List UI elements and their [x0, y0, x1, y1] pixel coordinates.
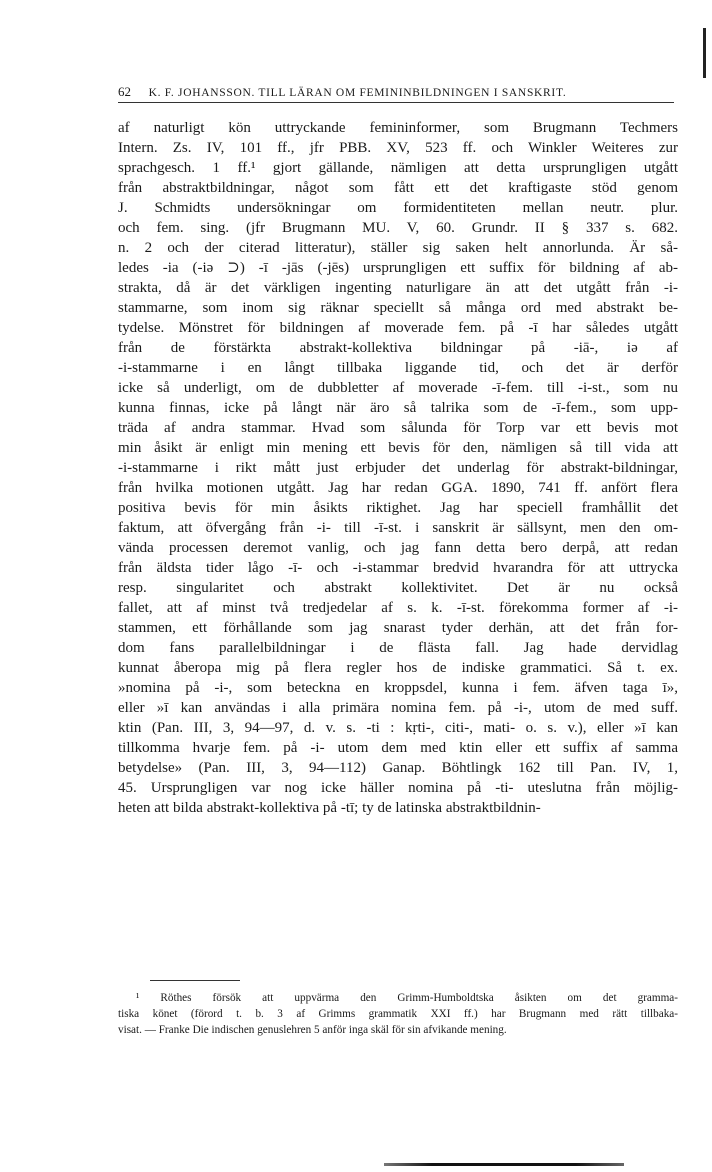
text-line: dom fans parallelbildningar i de flästa fall. Jag hade dervidlag [118, 640, 678, 656]
text-line: kunnat åberopa mig på flera regler hos de indiske grammatici. Så t. ex. [118, 660, 678, 676]
text-line: heten att bilda abstrakt-kollektiva på -tī; ty de latinska abstraktbildnin- [118, 800, 541, 816]
text-line: tydelse. Mönstret för bildningen af moverade fem. på -ī har således utgått [118, 320, 678, 336]
text-line: positiva bevis för min åsikts riktighet. Jag har speciell framhållit det [118, 500, 678, 516]
text-line: ktin (Pan. III, 3, 94—97, d. v. s. -ti : kṛti-, citi-, mati- o. s. v.), eller »ī kan [118, 720, 678, 736]
text-line: stammen, ett förhållande som jag snarast tyder derhän, att det från for- [118, 620, 678, 636]
text-line: sprachgesch. 1 ff.¹ gjort gällande, nämligen att detta ursprungligen utgått [118, 160, 678, 176]
body-text [118, 118, 678, 818]
text-line: från de förstärkta abstrakt-kollektiva bildningar på -iā-, iə af [118, 340, 678, 356]
text-line: och fem. sing. (jfr Brugmann MU. V, 60. Grundr. II § 337 s. 682. [118, 220, 678, 236]
bottom-edge-mark [384, 1163, 624, 1166]
text-line: från äldsta tider lågo -ī- och -i-stammar bredvid hvarandra för att uttrycka [118, 560, 678, 576]
text-line: tillkomma hvarje fem. på -i- utom dem med ktin eller ett suffix af samma [118, 740, 678, 756]
page-number: 62 [118, 84, 131, 99]
footnote-rule [150, 980, 240, 981]
text-line: kunna finnas, icke på långt när äro så talrika som de -ī-fem., som upp- [118, 400, 678, 416]
footnote-line: tiska könet (förord t. b. 3 af Grimms grammatik XXI ff.) har Brugmann med rätt tillbaka- [118, 1008, 678, 1020]
text-line: 45. Ursprungligen var nog icke häller nomina på -ti- uteslutna från möjlig- [118, 780, 678, 796]
text-line: vända processen deremot vanlig, och jag fann detta bero derpå, att redan [118, 540, 678, 556]
running-head [118, 84, 678, 100]
text-line: -i-stammarne i en långt tillbaka liggande tid, och det är derför [118, 360, 678, 376]
text-line: betydelse» (Pan. III, 3, 94—112) Ganap. Böhtlingk 162 till Pan. IV, 1, [118, 760, 678, 776]
text-line: ledes -ia (-iə ⊃) -ī -jās (-jēs) ursprungligen ett suffix för bildning af ab- [118, 260, 678, 276]
footnote-line: ¹ Röthes försök att uppvärma den Grimm-Humboldtska åsikten om det gramma- [136, 992, 678, 1004]
text-line: träda af andra stammar. Hvad som sålunda för Torp var ett bevis mot [118, 420, 678, 436]
text-line: faktum, att öfvergång från -i- till -ī-st. i sanskrit är sällsynt, men den om- [118, 520, 678, 536]
text-line: icke så underligt, om de dubbletter af moverade -ī-fem. till -i-st., som nu [118, 380, 678, 396]
text-line: »nomina på -i-, som beteckna en kroppsdel, kunna i fem. äfven taga ī», [118, 680, 678, 696]
text-line: stammarne, som inom sig räknar speciellt så många ord med abstrakt be- [118, 300, 678, 316]
header-rule [118, 102, 674, 103]
text-line: från hvilka motionen utgått. Jag har redan GGA. 1890, 741 ff. anfört flera [118, 480, 678, 496]
text-line: af naturligt kön uttryckande femininformer, som Brugmann Techmers [118, 120, 678, 136]
text-line: strakta, då är det värkligen ingenting naturligare än att det utgått från -i- [118, 280, 678, 296]
text-line: fallet, att af minst två tredjedelar af s. k. -ī-st. förekomma former af -i- [118, 600, 678, 616]
text-line: J. Schmidts undersökningar om formidentiteten mellan neutr. plur. [118, 200, 678, 216]
text-line: -i-stammarne i rikt mått just erbjuder det underlag för abstrakt-bildningar, [118, 460, 678, 476]
footnote [118, 990, 678, 1038]
text-line: Intern. Zs. IV, 101 ff., jfr PBB. XV, 523 ff. och Winkler Weiteres zur [118, 140, 678, 156]
text-line: eller »ī kan användas i alla primära nomina fem. på -i-, utom de med suff. [118, 700, 678, 716]
running-title: K. F. JOHANSSON. TILL LÄRAN OM FEMININBILDNINGEN I SANSKRIT. [148, 87, 567, 99]
page-edge-mark [703, 28, 706, 78]
text-line: från abstraktbildningar, något som fått ett det kraftigaste stöd genom [118, 180, 678, 196]
text-line: min åsikt är enligt min mening ett bevis för den, nämligen så till vida att [118, 440, 678, 456]
text-line: n. 2 och der citerad litteratur), ställer sig saken helt annorlunda. Är så- [118, 240, 678, 256]
text-line: resp. singularitet och abstrakt kollektivitet. Det är nu också [118, 580, 678, 596]
footnote-line: visat. — Franke Die indischen genuslehren 5 anför inga skäl för sin afvikande mening. [118, 1024, 507, 1036]
